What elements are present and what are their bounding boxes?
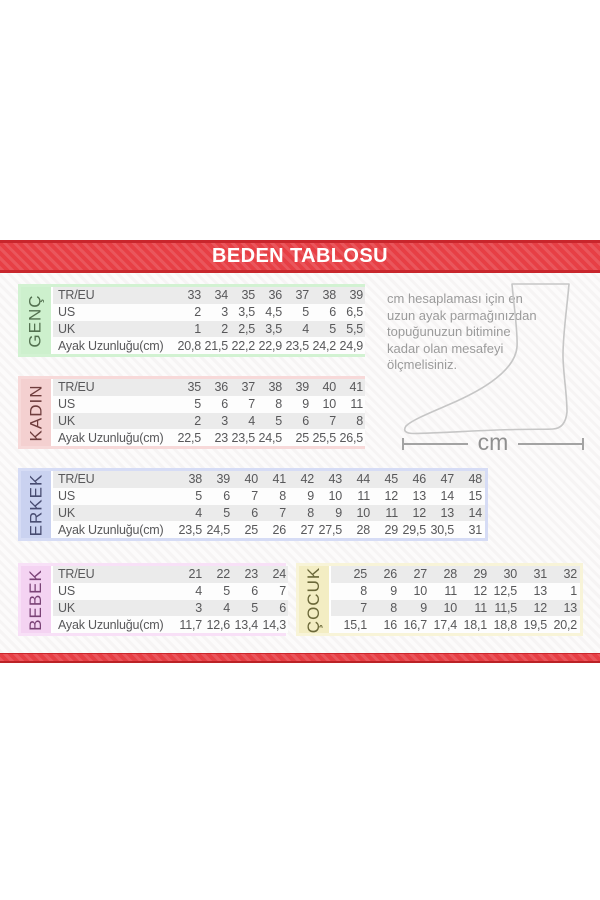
size-cell: 24,9 bbox=[339, 338, 363, 353]
size-cell: 28 bbox=[443, 567, 457, 582]
size-cell: 39 bbox=[295, 380, 309, 395]
row-label: US bbox=[58, 397, 75, 412]
table-genc-label: GENÇ bbox=[26, 293, 45, 348]
size-cell: 30,5 bbox=[430, 522, 454, 537]
table-row bbox=[53, 396, 365, 413]
row-label: UK bbox=[58, 321, 75, 336]
size-cell: 31 bbox=[468, 522, 482, 537]
size-cell: 3,5 bbox=[265, 321, 282, 336]
row-label: TR/EU bbox=[58, 380, 95, 395]
size-cell: 37 bbox=[241, 380, 255, 395]
note-line: ölçmelisiniz. bbox=[387, 357, 458, 372]
size-cell: 38 bbox=[188, 472, 202, 487]
size-cell: 4 bbox=[223, 600, 230, 615]
size-cell: 29 bbox=[384, 522, 398, 537]
size-cell: 16,7 bbox=[403, 617, 427, 632]
size-cell: 39 bbox=[216, 472, 230, 487]
size-cell: 10 bbox=[356, 505, 370, 520]
size-cell: 5 bbox=[194, 397, 201, 412]
size-cell: 24 bbox=[272, 567, 286, 582]
size-cell: 12 bbox=[473, 584, 487, 599]
size-cell: 16 bbox=[383, 617, 397, 632]
size-cell: 27 bbox=[413, 567, 427, 582]
size-cell: 36 bbox=[214, 380, 228, 395]
row-label: TR/EU bbox=[58, 288, 95, 303]
size-cell: 6 bbox=[251, 505, 258, 520]
header-bar bbox=[0, 240, 600, 273]
table-row bbox=[53, 566, 288, 583]
table-row bbox=[331, 583, 580, 600]
size-cell: 9 bbox=[420, 600, 427, 615]
size-cell: 8 bbox=[275, 397, 282, 412]
size-cell: 20,8 bbox=[177, 338, 201, 353]
size-cell: 34 bbox=[214, 288, 228, 303]
size-cell: 5 bbox=[223, 505, 230, 520]
size-cell: 13 bbox=[412, 489, 426, 504]
size-cell: 22,9 bbox=[258, 338, 282, 353]
size-cell: 30 bbox=[503, 567, 517, 582]
size-cell: 14,3 bbox=[262, 617, 286, 632]
size-cell: 1 bbox=[570, 584, 577, 599]
size-cell: 6,5 bbox=[346, 305, 363, 320]
size-cell: 10 bbox=[328, 489, 342, 504]
size-cell: 23,5 bbox=[231, 430, 255, 445]
size-cell: 47 bbox=[440, 472, 454, 487]
table-row bbox=[53, 583, 288, 600]
size-cell: 3 bbox=[221, 413, 228, 428]
size-cell: 35 bbox=[187, 380, 201, 395]
row-label: Ayak Uzunluğu(cm) bbox=[58, 522, 164, 537]
size-cell: 5 bbox=[275, 413, 282, 428]
size-cell: 15 bbox=[468, 489, 482, 504]
table-row bbox=[53, 429, 365, 446]
size-cell: 5 bbox=[223, 584, 230, 599]
size-cell: 7 bbox=[248, 397, 255, 412]
size-cell: 7 bbox=[279, 584, 286, 599]
size-cell: 26 bbox=[272, 522, 286, 537]
size-cell: 41 bbox=[349, 380, 363, 395]
size-cell: 20,2 bbox=[553, 617, 577, 632]
size-cell: 29 bbox=[473, 567, 487, 582]
table-cocuk bbox=[296, 563, 583, 636]
size-cell: 4 bbox=[195, 505, 202, 520]
size-cell: 1 bbox=[194, 321, 201, 336]
size-cell: 12 bbox=[384, 489, 398, 504]
size-cell: 21,5 bbox=[204, 338, 228, 353]
size-cell: 22,2 bbox=[231, 338, 255, 353]
size-cell: 5 bbox=[302, 305, 309, 320]
size-cell: 2 bbox=[194, 413, 201, 428]
measure-tick-right bbox=[582, 438, 584, 450]
table-kadin-label: KADIN bbox=[26, 384, 45, 441]
footer-bar bbox=[0, 653, 600, 663]
table-cocuk-label-strip bbox=[299, 566, 329, 633]
size-cell: 13 bbox=[563, 600, 577, 615]
size-cell: 8 bbox=[279, 489, 286, 504]
size-cell: 41 bbox=[272, 472, 286, 487]
note-line: topuğunuzun bitimine bbox=[387, 324, 511, 339]
size-cell: 5 bbox=[195, 489, 202, 504]
table-row bbox=[331, 616, 580, 633]
size-cell: 38 bbox=[268, 380, 282, 395]
size-cell: 48 bbox=[468, 472, 482, 487]
size-cell: 6 bbox=[329, 305, 336, 320]
measure-line-left bbox=[404, 443, 468, 445]
row-label: UK bbox=[58, 413, 75, 428]
table-row bbox=[53, 304, 365, 321]
table-erkek bbox=[18, 468, 488, 541]
size-cell: 7 bbox=[279, 505, 286, 520]
foot-illustration bbox=[395, 283, 585, 435]
table-row bbox=[53, 616, 288, 633]
size-cell: 4 bbox=[302, 321, 309, 336]
size-cell: 43 bbox=[328, 472, 342, 487]
size-cell: 8 bbox=[307, 505, 314, 520]
size-cell: 12,5 bbox=[493, 584, 517, 599]
table-erkek-label: ERKEK bbox=[26, 473, 46, 536]
note-line: cm hesaplaması için en bbox=[387, 291, 523, 306]
size-cell: 19,5 bbox=[523, 617, 547, 632]
size-cell: 6 bbox=[223, 489, 230, 504]
size-cell: 15,1 bbox=[343, 617, 367, 632]
size-cell: 14 bbox=[440, 489, 454, 504]
size-cell: 22 bbox=[216, 567, 230, 582]
size-cell: 23,5 bbox=[178, 522, 202, 537]
size-cell: 25,5 bbox=[312, 430, 336, 445]
size-cell: 25 bbox=[244, 522, 258, 537]
size-cell: 4 bbox=[195, 584, 202, 599]
size-cell: 9 bbox=[307, 489, 314, 504]
table-row bbox=[53, 321, 365, 338]
table-row bbox=[53, 521, 485, 538]
size-cell: 11,5 bbox=[494, 600, 517, 615]
size-cell: 11 bbox=[474, 600, 487, 615]
size-cell: 10 bbox=[322, 397, 336, 412]
table-row bbox=[53, 505, 485, 522]
size-cell: 25 bbox=[353, 567, 367, 582]
table-row bbox=[53, 488, 485, 505]
row-label: US bbox=[58, 489, 75, 504]
size-cell: 5 bbox=[329, 321, 336, 336]
size-cell: 13 bbox=[440, 505, 454, 520]
size-cell: 3 bbox=[221, 305, 228, 320]
table-kadin bbox=[18, 376, 365, 449]
size-cell: 45 bbox=[384, 472, 398, 487]
size-cell: 5,5 bbox=[346, 321, 363, 336]
size-cell: 36 bbox=[268, 288, 282, 303]
size-cell: 11 bbox=[357, 489, 370, 504]
size-cell: 17,4 bbox=[433, 617, 457, 632]
size-cell: 12 bbox=[533, 600, 547, 615]
table-row bbox=[331, 600, 580, 617]
page-title: BEDEN TABLOSU bbox=[212, 245, 388, 267]
size-cell: 29,5 bbox=[402, 522, 426, 537]
size-cell: 27,5 bbox=[318, 522, 342, 537]
size-cell: 7 bbox=[360, 600, 367, 615]
size-cell: 10 bbox=[413, 584, 427, 599]
size-cell: 14 bbox=[468, 505, 482, 520]
size-cell: 23 bbox=[244, 567, 258, 582]
size-cell: 5 bbox=[251, 600, 258, 615]
size-cell: 18,8 bbox=[493, 617, 517, 632]
size-cell: 10 bbox=[443, 600, 457, 615]
size-cell: 26,5 bbox=[339, 430, 363, 445]
size-cell: 9 bbox=[390, 584, 397, 599]
size-cell: 2,5 bbox=[238, 321, 255, 336]
table-row bbox=[53, 337, 365, 354]
size-cell: 26 bbox=[383, 567, 397, 582]
size-cell: 11 bbox=[385, 505, 398, 520]
size-cell: 11 bbox=[444, 584, 457, 599]
size-cell: 32 bbox=[563, 567, 577, 582]
size-cell: 40 bbox=[244, 472, 258, 487]
size-cell: 38 bbox=[322, 288, 336, 303]
size-cell: 23 bbox=[214, 430, 228, 445]
size-cell: 6 bbox=[221, 397, 228, 412]
table-row bbox=[53, 287, 365, 304]
measure-line-right bbox=[518, 443, 582, 445]
table-genc-label-strip bbox=[21, 287, 51, 354]
row-label: TR/EU bbox=[58, 472, 95, 487]
note-line: kadar olan mesafeyi bbox=[387, 340, 504, 356]
table-bebek-label-strip bbox=[21, 566, 51, 633]
table-bebek bbox=[18, 563, 286, 636]
size-cell: 46 bbox=[412, 472, 426, 487]
size-cell: 28 bbox=[356, 522, 370, 537]
size-cell: 35 bbox=[241, 288, 255, 303]
table-kadin-label-strip bbox=[21, 379, 51, 446]
size-cell: 39 bbox=[349, 288, 363, 303]
row-label: UK bbox=[58, 505, 75, 520]
size-cell: 23,5 bbox=[285, 338, 309, 353]
size-cell: 2 bbox=[221, 321, 228, 336]
size-cell: 3 bbox=[195, 600, 202, 615]
size-cell: 12,6 bbox=[206, 617, 230, 632]
size-cell: 4,5 bbox=[265, 305, 282, 320]
size-cell: 44 bbox=[356, 472, 370, 487]
size-cell: 13 bbox=[533, 584, 547, 599]
table-row bbox=[53, 379, 365, 396]
table-bebek-label: BEBEK bbox=[26, 568, 46, 631]
size-cell: 25 bbox=[295, 430, 309, 445]
size-cell: 8 bbox=[390, 600, 397, 615]
table-row bbox=[331, 566, 580, 583]
cm-unit-label: cm bbox=[477, 428, 509, 455]
size-cell: 37 bbox=[295, 288, 309, 303]
cm-measure-line bbox=[402, 428, 584, 455]
size-cell: 11 bbox=[350, 397, 363, 412]
size-cell: 13,4 bbox=[234, 617, 258, 632]
size-cell: 40 bbox=[322, 380, 336, 395]
size-cell: 7 bbox=[251, 489, 258, 504]
size-cell: 6 bbox=[279, 600, 286, 615]
table-row bbox=[53, 471, 485, 488]
size-cell: 4 bbox=[248, 413, 255, 428]
row-label: UK bbox=[58, 600, 75, 615]
size-cell: 8 bbox=[360, 584, 367, 599]
size-cell: 24,2 bbox=[312, 338, 336, 353]
table-bebek-body bbox=[53, 566, 288, 633]
size-cell: 33 bbox=[187, 288, 201, 303]
size-cell: 8 bbox=[356, 413, 363, 428]
size-cell: 22,5 bbox=[177, 430, 201, 445]
size-cell: 9 bbox=[302, 397, 309, 412]
size-cell: 12 bbox=[412, 505, 426, 520]
size-cell: 24,5 bbox=[258, 430, 282, 445]
table-erkek-body bbox=[53, 471, 485, 538]
size-cell: 3,5 bbox=[238, 305, 255, 320]
size-cell: 24,5 bbox=[206, 522, 230, 537]
size-cell: 11,7 bbox=[179, 617, 202, 632]
size-cell: 9 bbox=[335, 505, 342, 520]
size-cell: 7 bbox=[329, 413, 336, 428]
size-cell: 2 bbox=[194, 305, 201, 320]
size-cell: 6 bbox=[251, 584, 258, 599]
size-cell: 6 bbox=[302, 413, 309, 428]
table-erkek-label-strip bbox=[21, 471, 51, 538]
table-row bbox=[53, 600, 288, 617]
row-label: Ayak Uzunluğu(cm) bbox=[58, 430, 164, 445]
row-label: TR/EU bbox=[58, 567, 95, 582]
table-cocuk-label: ÇOCUK bbox=[304, 566, 323, 633]
row-label: Ayak Uzunluğu(cm) bbox=[58, 338, 164, 353]
note-line: uzun ayak parmağınızdan bbox=[387, 307, 537, 323]
table-genc bbox=[18, 284, 365, 357]
size-cell: 31 bbox=[533, 567, 547, 582]
table-cocuk-body bbox=[331, 566, 580, 633]
row-label: US bbox=[58, 305, 75, 320]
size-cell: 27 bbox=[300, 522, 314, 537]
size-cell: 18,1 bbox=[463, 617, 487, 632]
size-cell: 42 bbox=[300, 472, 314, 487]
row-label: US bbox=[58, 584, 75, 599]
table-row bbox=[53, 413, 365, 430]
table-kadin-body bbox=[53, 379, 365, 446]
row-label: Ayak Uzunluğu(cm) bbox=[58, 617, 164, 632]
table-genc-body bbox=[53, 287, 365, 354]
size-cell: 21 bbox=[188, 567, 202, 582]
